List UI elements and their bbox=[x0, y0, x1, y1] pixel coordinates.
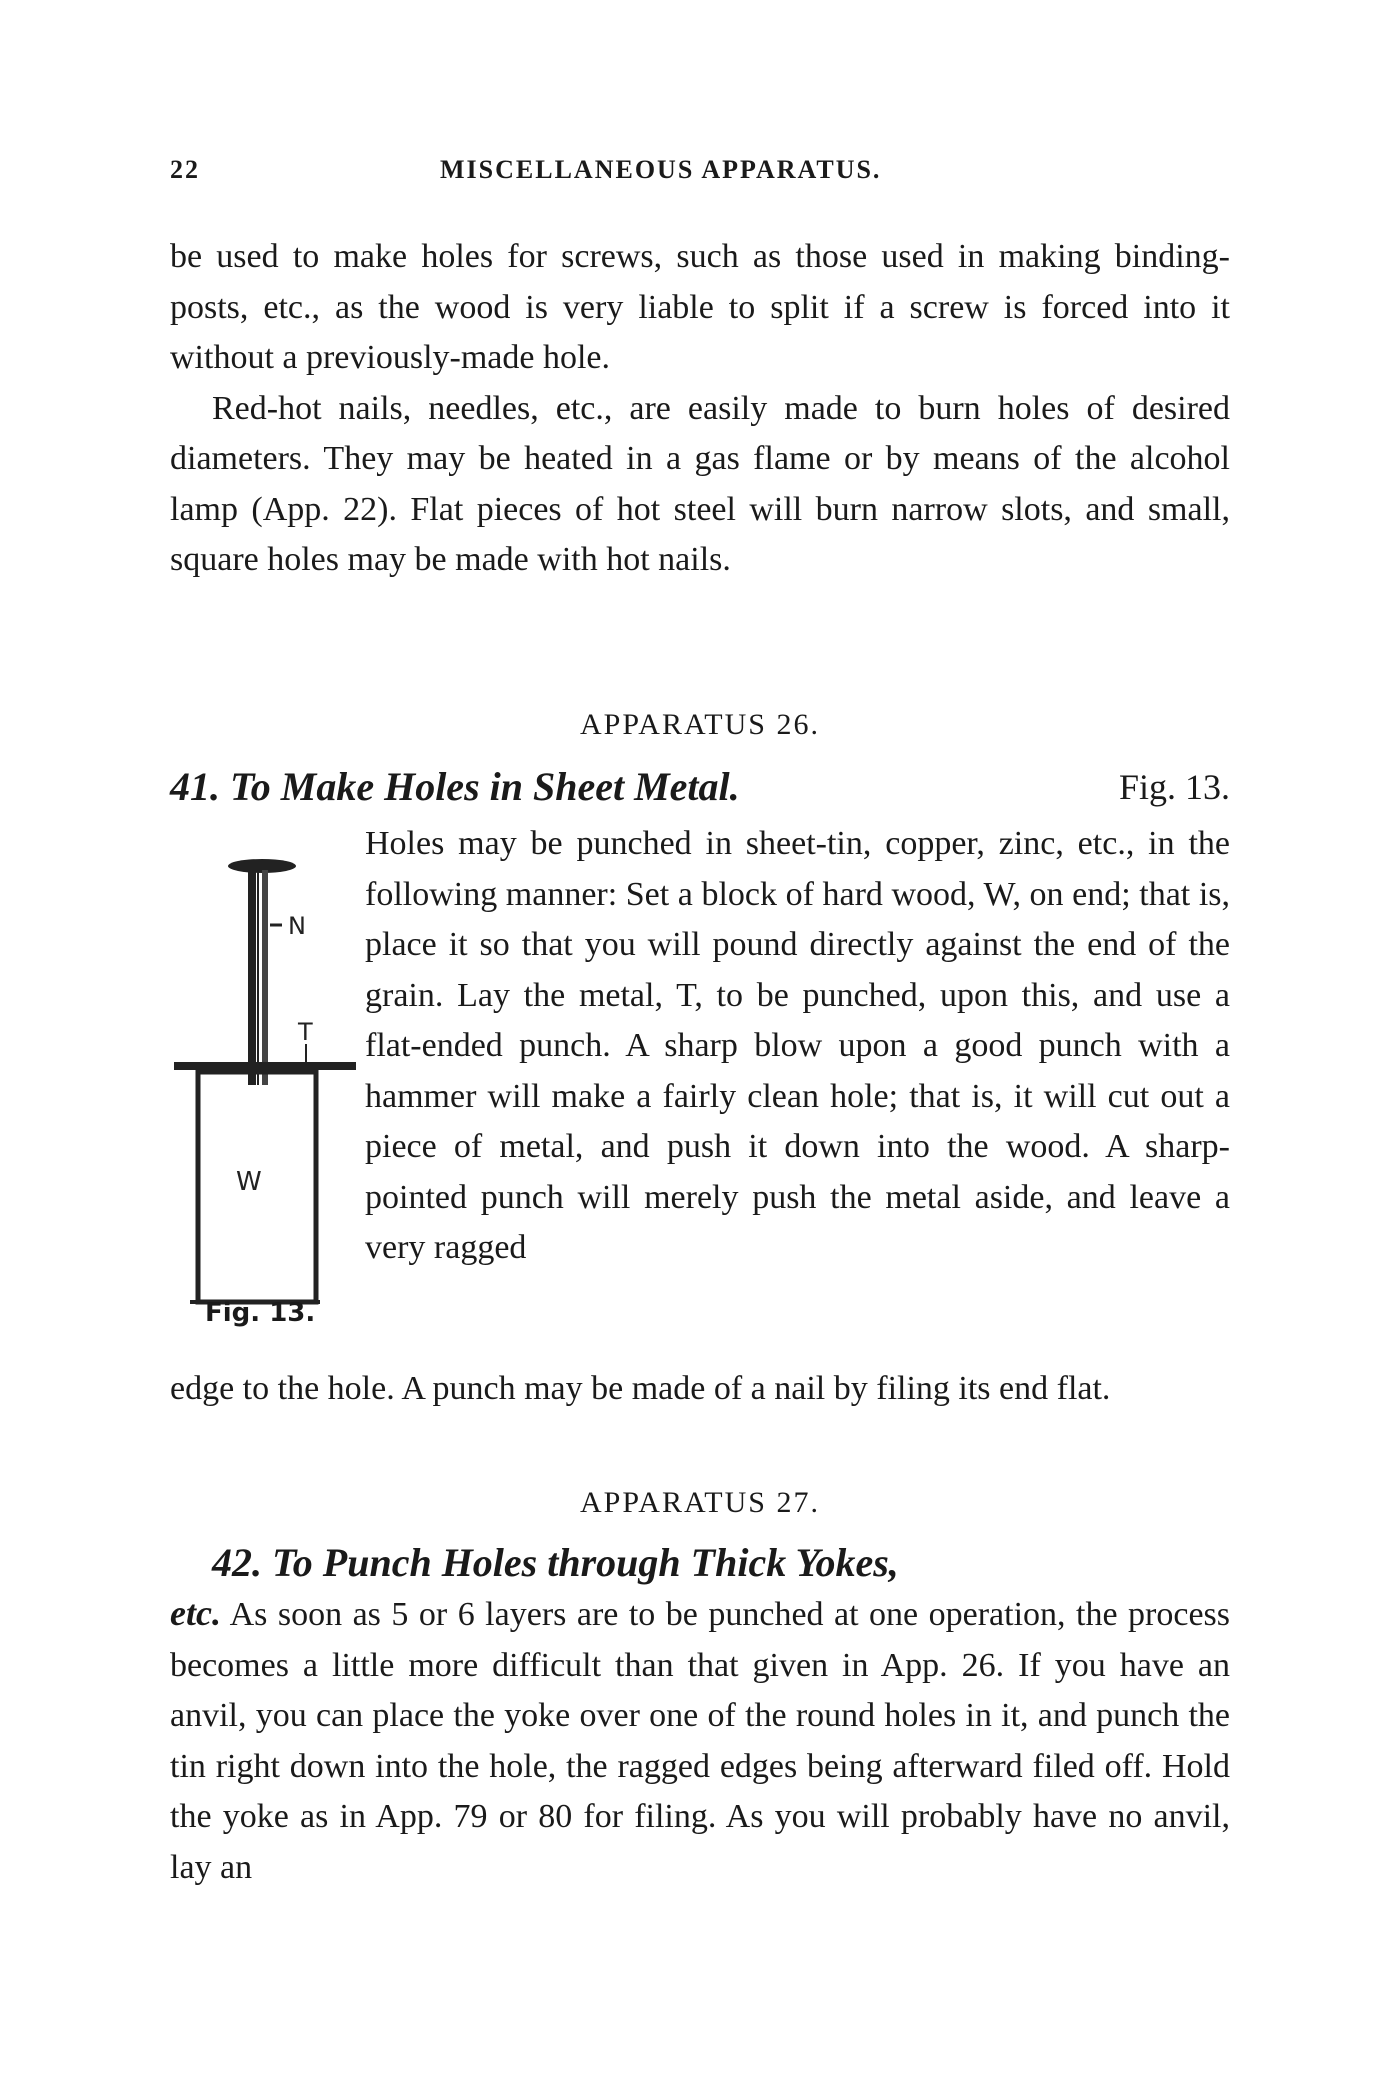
label-n: N bbox=[288, 912, 306, 940]
nail-shaft-left bbox=[248, 870, 256, 1085]
intro-text bbox=[170, 232, 1230, 586]
section-42-number: 42. bbox=[212, 1540, 262, 1585]
intro-paragraph-1: be used to make holes for screws, such as those used in making binding-posts, etc., as the wood is very liable to split if a screw is forced into it without a previously-made hole. bbox=[170, 238, 1230, 376]
section-42-name: To Punch Holes through Thick Yokes, bbox=[272, 1540, 899, 1585]
section-41-number: 41. bbox=[170, 764, 220, 809]
section-42-paragraph bbox=[170, 1588, 1230, 1893]
section-41-body bbox=[365, 819, 1230, 1274]
section-41-paragraph: Holes may be punched in sheet-tin, copper, zinc, etc., in the following manner: Set a block of hard wood, W, on end; that is, place it so that you will pound directly against the end of the grain. Lay the metal, T, to be punched, upon this, and use a flat-ended punch. A sharp blow upon a good punch with a hammer will make a fairly clean hole; that is, it will cut out a piece of metal, and push it down into the wood. A sharp-pointed punch will merely push the metal aside, and leave a very ragged bbox=[365, 825, 1230, 1266]
label-w: W bbox=[236, 1167, 262, 1197]
section-42-title-cont: etc. bbox=[170, 1593, 221, 1633]
sheet-metal bbox=[174, 1062, 356, 1070]
running-title: MISCELLANEOUS APPARATUS. bbox=[440, 155, 882, 184]
section-41-title bbox=[170, 762, 1230, 812]
section-41-name: To Make Holes in Sheet Metal. bbox=[230, 764, 740, 809]
label-t: T bbox=[298, 1018, 313, 1046]
intro-paragraph-2: Red-hot nails, needles, etc., are easily made to burn holes of desired diameters. They may be heated in a gas flame or by means of the alcohol lamp (App. 22). Flat pieces of hot steel will burn narrow slots, and small, square holes may be made with hot nails. bbox=[170, 389, 1230, 578]
apparatus-26-heading: APPARATUS 26. bbox=[580, 708, 820, 741]
nail-shaft-right bbox=[262, 870, 268, 1085]
section-41-continuation bbox=[170, 1364, 1230, 1415]
fig-13-caption: Fig. 13. bbox=[205, 1298, 316, 1328]
fig-13-reference: Fig. 13. bbox=[1118, 767, 1230, 807]
section-42-body bbox=[170, 1588, 1230, 1893]
section-41-paragraph-end: edge to the hole. A punch may be made of a nail by filing its end flat. bbox=[170, 1370, 1111, 1407]
section-42-text: As soon as 5 or 6 layers are to be punched at one operation, the process becomes a little more difficult than that given in App. 26. If you have an anvil, you can place the yoke over one of the round holes in it, and punch the tin right down into the hole, the ragged edges being afterward filed off. Hold the yoke as in App. 79 or 80 for filing. As you will probably have no anvil, lay an bbox=[170, 1596, 1231, 1886]
punch-figure bbox=[170, 840, 370, 1340]
apparatus-27-heading: APPARATUS 27. bbox=[580, 1486, 820, 1519]
running-header bbox=[170, 155, 1230, 195]
section-42-title bbox=[170, 1538, 1230, 1588]
page-number: 22 bbox=[170, 155, 200, 184]
